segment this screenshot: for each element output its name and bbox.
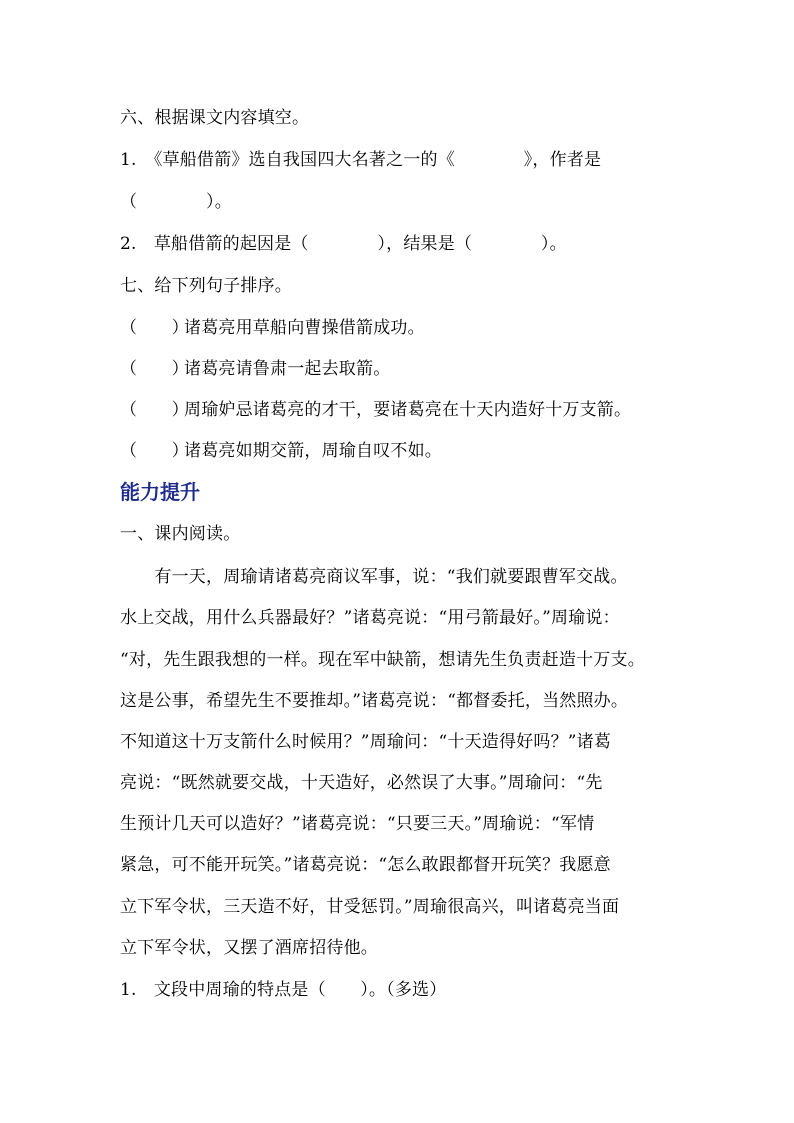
passage-line: 立下军令状，三天造不好，甘受惩罚。”周瑜很高兴，叫诸葛亮当面 [120,897,620,917]
section7-title: 七、给下列句子排序。 [120,276,292,296]
passage-line: 生预计几天可以造好？”诸葛亮说：“只要三天。”周瑜说：“军情 [120,814,595,834]
passage-line: 水上交战，用什么兵器最好？”诸葛亮说：“用弓箭最好。”周瑜说： [120,608,620,628]
order-blank: （ ） [120,318,189,338]
order-blank: （ ） [120,359,189,379]
order-item [120,439,442,463]
section6-title: 六、根据课文内容填空。 [120,108,310,128]
passage-line: 这是公事，希望先生不要推却。”诸葛亮说：“都督委托，当然照办。 [120,691,629,711]
passage-line: “对，先生跟我想的一样。现在军中缺箭，想请先生负责赶造十万支。 [120,650,645,670]
passage-line: 紧急，可不能开玩笑。”诸葛亮说：“怎么敢跟都督开玩笑？我愿意 [120,855,611,875]
order-text: 周瑜妒忌诸葛亮的才干，要诸葛亮在十天内造好十万支箭。 [184,400,632,420]
passage-line: 不知道这十万支箭什么时候用？”周瑜问：“十天造得好吗？”诸葛 [120,732,612,752]
order-item [120,357,390,381]
order-text: 诸葛亮请鲁肃一起去取箭。 [184,359,391,379]
order-text: 诸葛亮用草船向曹操借箭成功。 [184,318,425,338]
question-1-line-2: （ ）。 [120,192,232,212]
order-item [120,398,631,422]
passage-line: 立下军令状，又摆了酒席招待他。 [120,938,378,958]
question-1-line-1: 1. 《草船借箭》选自我国四大名著之一的《 》，作者是 [120,150,602,170]
order-text: 诸葛亮如期交箭，周瑜自叹不如。 [184,441,442,461]
reading-subtitle: 一、课内阅读。 [120,524,241,544]
order-item [120,316,425,340]
passage-line: 亮说：“既然就要交战，十天造好，必然误了大事。”周瑜问：“先 [120,773,603,793]
passage-line: 有一天，周瑜请诸葛亮商议军事，说：“我们就要跟曹军交战。 [120,567,628,587]
question-2: 2. 草船借箭的起因是（ ），结果是（ ）。 [120,234,567,254]
ability-heading: 能力提升 [120,480,200,504]
order-blank: （ ） [120,441,189,461]
reading-question-1: 1. 文段中周瑜的特点是（ ）。（多选） [120,980,447,1000]
order-blank: （ ） [120,400,189,420]
